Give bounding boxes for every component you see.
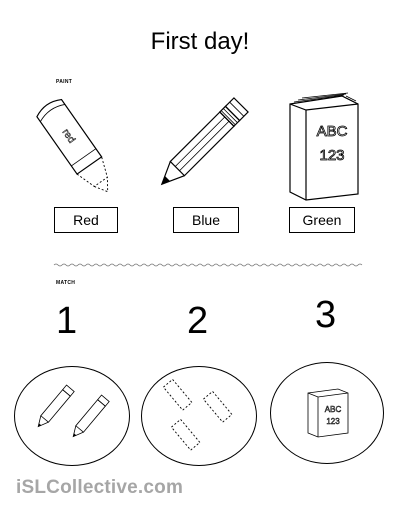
footer-watermark: iSLCollective.com	[16, 477, 184, 498]
small-book-text-line1: ABC	[324, 405, 342, 414]
crayon-text: red	[59, 127, 77, 146]
book-text-line2: 123	[319, 147, 345, 164]
crayon-icon	[30, 90, 120, 200]
dotted-crayons-icon	[155, 376, 245, 456]
color-label-green: Green	[289, 207, 355, 233]
book-icon	[282, 94, 364, 202]
small-book-text-line2: 123	[326, 417, 340, 426]
match-section-label: MATCH	[56, 280, 76, 286]
two-pencils-icon	[28, 384, 118, 454]
match-number-2: 2	[187, 300, 209, 342]
small-book-icon	[304, 387, 354, 439]
color-label-red: Red	[54, 207, 118, 233]
page-title: First day!	[150, 28, 250, 55]
paint-section-label: PAINT	[56, 79, 73, 85]
match-number-3: 3	[315, 294, 337, 336]
section-divider	[54, 262, 344, 268]
match-number-1: 1	[56, 300, 78, 342]
color-label-blue: Blue	[173, 207, 239, 233]
pencil-icon	[148, 96, 253, 196]
book-text-line1: ABC	[316, 123, 348, 140]
